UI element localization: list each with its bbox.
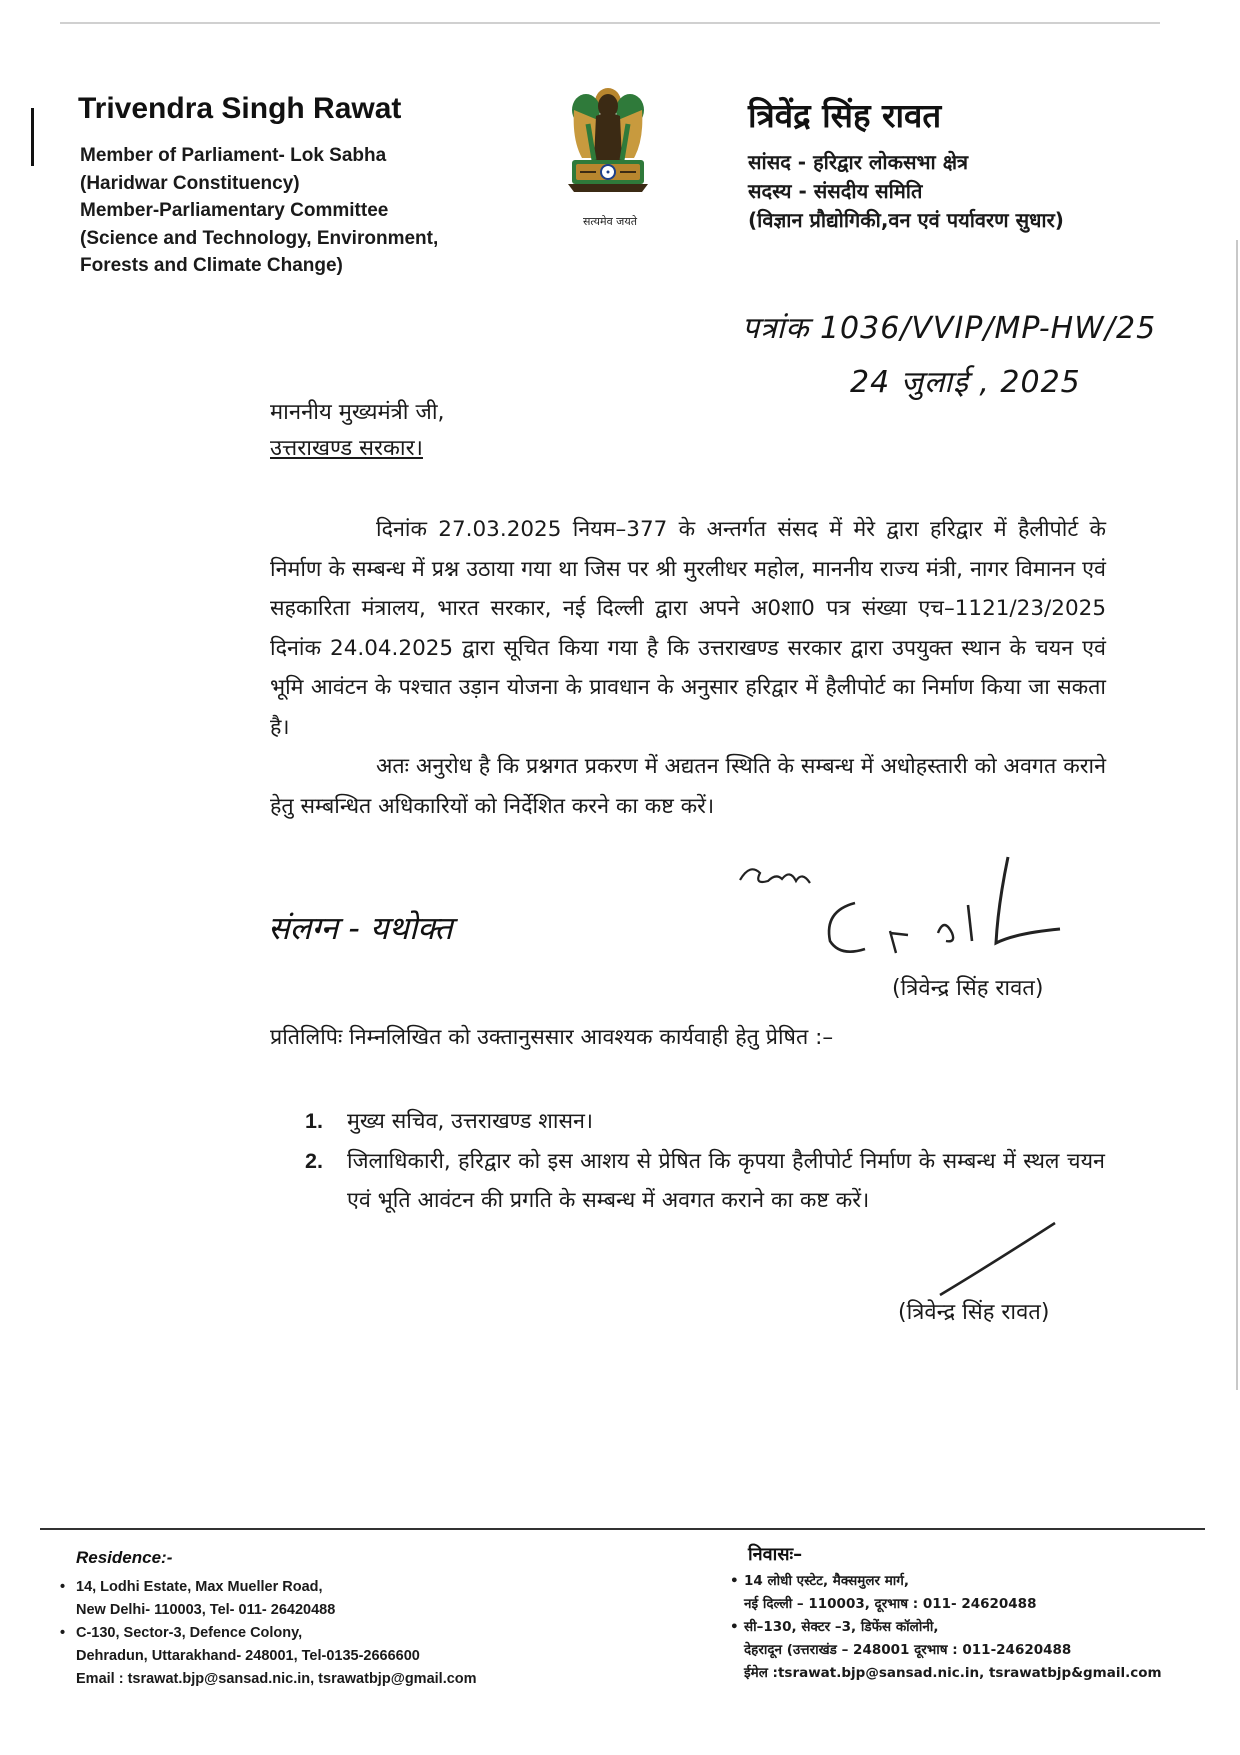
list-item	[305, 1102, 1105, 1142]
letter-body	[270, 510, 1106, 826]
page-edge-line	[1236, 240, 1238, 1390]
sender-name-hindi: त्रिवेंद्र सिंह रावत	[748, 96, 942, 135]
list-text: मुख्य सचिव, उत्तराखण्ड शासन।	[347, 1109, 594, 1134]
footer-rule	[40, 1528, 1205, 1530]
address-line: • C-130, Sector-3, Defence Colony,	[60, 1622, 477, 1645]
list-number: 2.	[305, 1148, 323, 1173]
addressee-line: माननीय मुख्यमंत्री जी,	[270, 400, 445, 425]
designation-line: Member of Parliament- Lok Sabha	[80, 145, 387, 166]
niwas-addresses	[730, 1570, 1162, 1685]
designation-line: सदस्य - संसदीय समिति	[748, 179, 923, 203]
email-line: ईमेल :tsrawat.bjp@sansad.nic.in, tsrawatbjp&gmail.com	[744, 1665, 1162, 1681]
address-line: • सी–130, सेक्टर –3, डिफेंस कॉलोनी,	[730, 1616, 1162, 1639]
addressee-line: उत्तराखण्ड सरकार।	[270, 436, 423, 461]
list-item	[305, 1142, 1105, 1221]
designation-line: सांसद - हरिद्वार लोकसभा क्षेत्र	[748, 150, 969, 174]
addressee	[270, 395, 445, 467]
emblem-motto: सत्यमेव जयते	[582, 215, 637, 228]
address-line: नई दिल्ली – 110003, दूरभाष : 011- 24620488	[744, 1596, 1037, 1612]
signature-icon	[720, 845, 1120, 965]
designation-line: (विज्ञान प्रौद्योगिकी,वन एवं पर्यावरण सुधार)	[748, 208, 1064, 232]
niwas-title: निवासः–	[748, 1544, 803, 1565]
top-rule	[60, 22, 1160, 24]
sender-designation-english	[80, 142, 438, 280]
list-text: जिलाधिकारी, हरिद्वार को इस आशय से प्रेषित कि कृपया हैलीपोर्ट निर्माण के सम्बन्ध में स्थल चयन एवं भूति आवंटन की प्रगति के सम्बन्ध में अवगत कराने का कष्ट करें।	[347, 1148, 1105, 1213]
residence-title: Residence:-	[76, 1548, 173, 1567]
address-line: • 14, Lodhi Estate, Max Mueller Road,	[60, 1576, 477, 1599]
address-line: • 14 लोधी एस्टेट, मैक्समुलर मार्ग,	[730, 1570, 1162, 1593]
designation-line: (Haridwar Constituency)	[80, 172, 300, 194]
copy-recipient-list	[305, 1102, 1105, 1221]
address-line: New Delhi- 110003, Tel- 011- 26420488	[76, 1602, 336, 1618]
address-line: देहरादून (उत्तराखंड – 248001 दूरभाष : 011-24620488	[744, 1642, 1072, 1658]
residence-addresses	[60, 1576, 477, 1691]
body-paragraph: दिनांक 27.03.2025 नियम–377 के अन्तर्गत संसद में मेरे द्वारा हरिद्वार में हैलीपोर्ट के निर्माण के सम्बन्ध में प्रश्न उठाया गया था जिस पर श्री मुरलीधर महोल, माननीय राज्य मंत्री, नागर विमानन एवं सहकारिता मंत्रालय, भारत सरकार, नई दिल्ली द्वारा अपने अ0शा0 पत्र संख्या एच–1121/23/2025 दिनांक 24.04.2025 द्वारा सूचित किया गया है कि उत्तराखण्ड सरकार द्वारा उपयुक्त स्थान के चयन एवं भूमि आवंटन के पश्चात उड़ान योजना के प्रावधान के अनुसार हरिद्वार में हैलीपोर्ट का निर्माण किया जा सकता है।	[270, 517, 1106, 740]
address-line: Dehradun, Uttarakhand- 248001, Tel-0135-2666600	[76, 1648, 420, 1664]
enclosure-note: संलग्न - यथोक्त	[268, 909, 453, 947]
reference-number: पत्रांक 1036/VVIP/MP-HW/25	[742, 311, 1157, 346]
signatory-name: (त्रिवेन्द्र सिंह रावत)	[898, 1300, 1050, 1325]
sender-name-english: Trivendra Singh Rawat	[78, 92, 402, 125]
list-number: 1.	[305, 1109, 323, 1133]
designation-line: Member-Parliamentary Committee	[80, 200, 389, 221]
designation-line: Forests and Climate Change)	[80, 255, 343, 276]
signatory-name: (त्रिवेन्द्र सिंह रावत)	[892, 976, 1044, 1001]
letter-date: 24 जुलाई , 2025	[850, 365, 1081, 400]
sender-designation-hindi	[748, 148, 1064, 235]
email-line: Email : tsrawat.bjp@sansad.nic.in, tsrawatbjp@gmail.com	[76, 1671, 477, 1687]
designation-line: (Science and Technology, Environment,	[80, 227, 439, 249]
body-paragraph: अतः अनुरोध है कि प्रश्नगत प्रकरण में अद्यतन स्थिति के सम्बन्ध में अधोहस्तारी को अवगत कराने हेतु सम्बन्धित अधिकारियों को निर्देशित करने का कष्ट करें।	[270, 754, 1106, 819]
margin-mark	[31, 108, 34, 166]
initial-signature-icon	[930, 1215, 1070, 1305]
copy-intro: प्रतिलिपिः निम्नलिखित को उक्तानुससार आवश्यक कार्यवाही हेतु प्रेषित :–	[270, 1025, 834, 1050]
